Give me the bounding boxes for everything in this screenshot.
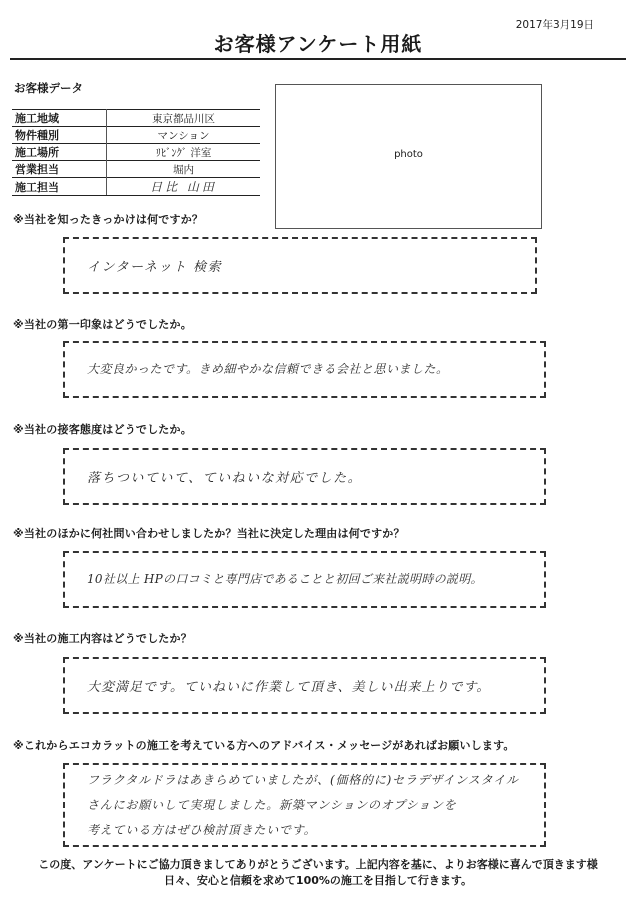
question-heading: ※当社の接客態度はどうでしたか。	[13, 423, 192, 436]
field-label: 施工地域	[12, 110, 107, 127]
field-value: 堀内	[107, 161, 261, 178]
table-row	[12, 178, 260, 196]
answer-box	[63, 448, 546, 505]
customer-data-heading: お客様データ	[14, 81, 83, 95]
field-value: ﾘﾋﾞﾝｸﾞ 洋室	[107, 144, 261, 161]
page-title: お客様アンケート用紙	[213, 32, 423, 56]
survey-date: 2017年3月19日	[515, 19, 594, 31]
handwritten-answer: 大変満足です。ていねいに作業して頂き、美しい出来上りです。	[87, 680, 491, 695]
answer-box	[63, 763, 546, 847]
handwritten-answer: 大変良かったです。きめ細やかな信頼できる会社と思いました。	[87, 362, 449, 376]
customer-data-table	[12, 109, 260, 196]
table-row	[12, 110, 260, 127]
question-heading: ※当社の第一印象はどうでしたか。	[13, 318, 192, 331]
title-underline	[10, 58, 626, 60]
photo-placeholder	[275, 84, 542, 229]
handwritten-answer: フラクタルドラはあきらめていましたが、(価格的に)セラデザインスタイル	[87, 773, 519, 787]
answer-box	[63, 551, 546, 608]
field-value: マンション	[107, 127, 261, 144]
question-heading: ※当社を知ったきっかけは何ですか？	[13, 213, 204, 226]
question-heading: ※当社のほかに何社問い合わせしましたか？当社に決定した理由は何ですか？	[13, 527, 405, 540]
answer-box	[63, 237, 537, 294]
handwritten-value: 日比 山田	[107, 178, 261, 196]
handwritten-answer: 落ちついていて、ていねいな対応でした。	[87, 471, 363, 486]
table-row	[12, 144, 260, 161]
handwritten-answer: さんにお願いして実現しました。新築マンションのオプションを	[87, 798, 457, 812]
field-label: 施工場所	[12, 144, 107, 161]
question-heading: ※これからエコカラットの施工を考えている方へのアドバイス・メッセージがあればお願いします。	[13, 739, 515, 752]
table-row	[12, 127, 260, 144]
field-label: 営業担当	[12, 161, 107, 178]
handwritten-answer: インターネット 検索	[87, 260, 222, 275]
field-label: 物件種別	[12, 127, 107, 144]
answer-box	[63, 341, 546, 398]
field-label: 施工担当	[12, 178, 107, 196]
photo-label: photo	[394, 149, 423, 160]
question-heading: ※当社の施工内容はどうでしたか？	[13, 632, 192, 645]
answer-box	[63, 657, 546, 714]
table-row	[12, 161, 260, 178]
footer-message-line: 日々、安心と信頼を求めて100%の施工を目指して行きます。	[163, 874, 473, 887]
footer-message-line: この度、アンケートにご協力頂きましてありがとうございます。上記内容を基に、よりお客様に喜んで頂きます様	[38, 858, 598, 871]
handwritten-answer: 考えている方はぜひ検討頂きたいです。	[87, 823, 317, 837]
handwritten-answer: 10社以上 HPの口コミと専門店であることと初回ご来社説明時の説明。	[87, 572, 483, 586]
field-value: 東京都品川区	[107, 110, 261, 127]
